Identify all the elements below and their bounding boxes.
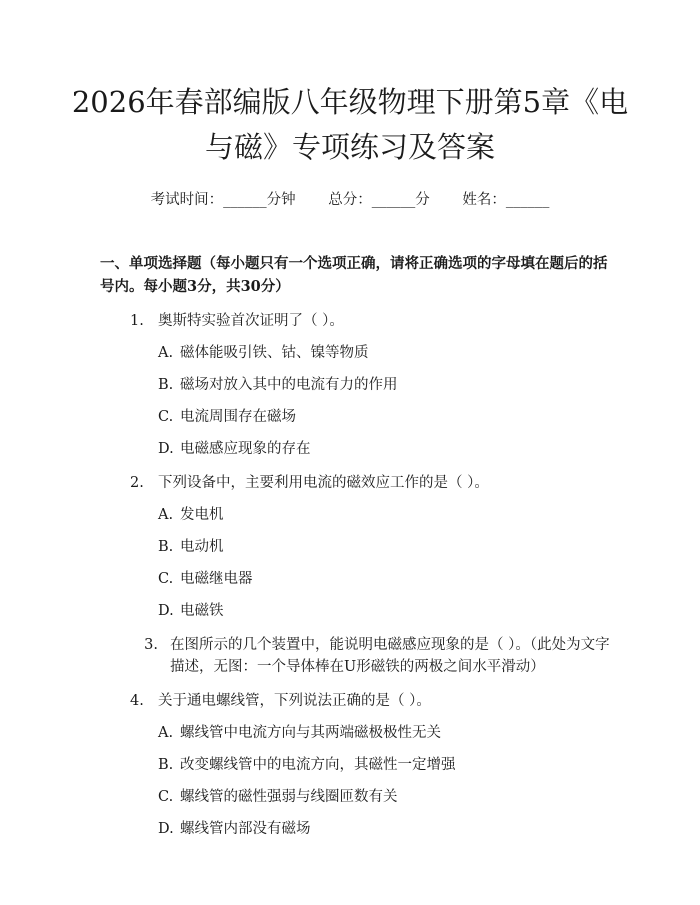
option-text: 电磁铁 [180,603,224,619]
option-a [70,722,630,744]
title-line-2: 与磁》专项练习及答案 [204,130,495,164]
option-text: 螺线管的磁性强弱与线圈匝数有关 [180,789,398,805]
option-text: 电磁继电器 [180,571,253,587]
option-letter: B. [158,377,174,393]
question-text: 下列设备中，主要利用电流的磁效应工作的是（ ）。 [158,475,489,491]
option-text: 螺线管内部没有磁场 [180,821,311,837]
option-text: 发电机 [180,507,224,523]
total-score-field: 总分：______分 [328,192,430,208]
exam-time-field: 考试时间：______分钟 [150,192,296,208]
option-letter: A. [158,345,174,361]
question-2 [70,472,630,622]
option-c [70,786,630,808]
option-text: 电磁感应现象的存在 [180,441,311,457]
question-stem [70,310,630,332]
option-c [70,568,630,590]
option-letter: C. [158,789,174,805]
option-letter: B. [158,539,174,555]
option-d [70,438,630,460]
option-a [70,504,630,526]
option-text: 改变螺线管中的电流方向，其磁性一定增强 [180,757,456,773]
title-line-1: 2026年春部编版八年级物理下册第5章《电 [71,85,629,119]
question-stem [70,690,630,712]
question-list [70,310,630,840]
option-d [70,600,630,622]
option-letter: C. [158,409,174,425]
option-d [70,818,630,840]
option-letter: A. [158,725,174,741]
option-letter: C. [158,571,174,587]
option-text: 磁场对放入其中的电流有力的作用 [180,377,398,393]
question-3 [70,634,630,678]
option-b [70,374,630,396]
option-letter: D. [158,441,174,457]
exam-info [70,190,630,210]
option-text: 螺线管中电流方向与其两端磁极极性无关 [180,725,441,741]
question-4 [70,690,630,840]
question-text: 奥斯特实验首次证明了（ ）。 [158,313,344,329]
option-letter: B. [158,757,174,773]
question-number: 3. [144,637,158,653]
question-stem [70,634,630,678]
question-text: 在图所示的几个装置中，能说明电磁感应现象的是（ ）。（此处为文字描述，无图：一个导体棒在U形磁铁的两极之间水平滑动） [170,637,610,675]
question-number: 4. [130,693,144,709]
option-letter: A. [158,507,174,523]
option-b [70,754,630,776]
document-title [70,0,630,170]
question-text: 关于通电螺线管，下列说法正确的是（ ）。 [158,693,431,709]
question-number: 2. [130,475,144,491]
option-c [70,406,630,428]
option-letter: D. [158,603,174,619]
option-text: 电流周围存在磁场 [180,409,296,425]
option-a [70,342,630,364]
question-1 [70,310,630,460]
section-heading-single-choice: 一、单项选择题（每小题只有一个选项正确，请将正确选项的字母填在题后的括号内。每小题3分，共30分） [100,255,608,295]
option-letter: D. [158,821,174,837]
student-name-field: 姓名：______ [462,192,550,208]
question-number: 1. [130,313,144,329]
question-stem [70,472,630,494]
option-b [70,536,630,558]
option-text: 磁体能吸引铁、钴、镍等物质 [180,345,369,361]
option-text: 电动机 [180,539,224,555]
